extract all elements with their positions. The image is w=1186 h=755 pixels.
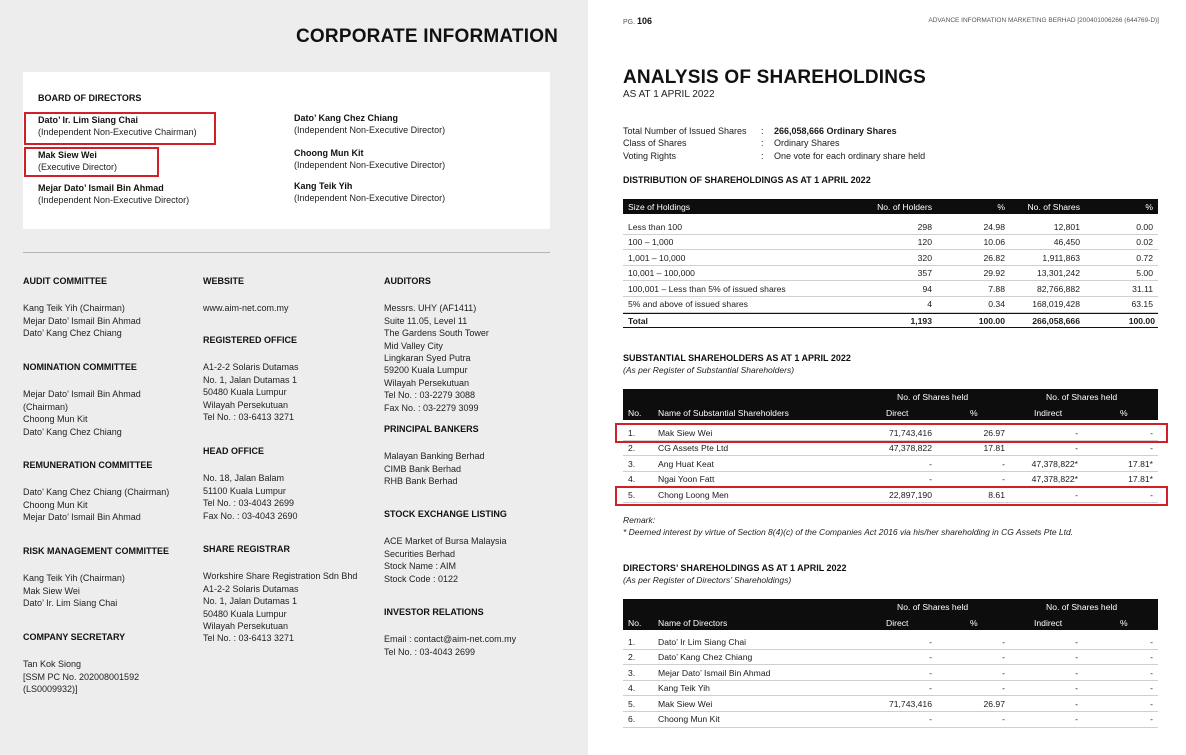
principal-bankers: PRINCIPAL BANKERS Malayan Banking Berhad CIMB Bank Berhad RHB Bank Berhad — [384, 424, 485, 487]
divider — [23, 252, 550, 253]
head-office: HEAD OFFICE No. 18, Jalan Balam 51100 Kuala Lumpur Tel No. : 03-4043 2699 Fax No. : 03-4043 2690 — [203, 446, 298, 521]
board-heading: BOARD OF DIRECTORS — [38, 93, 142, 103]
table-row: 10,001 – 100,000 357 29.92 13,301,242 5.00 — [623, 266, 1158, 282]
share-registrar: SHARE REGISTRAR Workshire Share Registration Sdn Bhd A1-2-2 Solaris Dutamas No. 1, Jalan Dutamas 1 50480 Kuala Lumpur Wilayah Persekutuan Tel No. : 03-6413 3271 — [203, 544, 358, 644]
stock-exchange-listing: STOCK EXCHANGE LISTING ACE Market of Bursa Malaysia Securities Berhad Stock Name : AIM Stock Code : 0122 — [384, 509, 507, 584]
table-row: 4. Kang Teik Yih - - - - — [623, 681, 1158, 697]
table-row: 4. Ngai Yoon Fatt - - 47,378,822* 17.81* — [623, 472, 1158, 488]
table-header: No. of Shares held No. of Shares held No. Name of Substantial Shareholders Direct % Indirect % — [623, 389, 1158, 420]
page-title: ANALYSIS OF SHAREHOLDINGS — [623, 67, 927, 88]
directors-table — [623, 599, 1158, 728]
table-row: 2. CG Assets Pte Ltd 47,378,822 17.81 - - — [623, 441, 1158, 457]
website-link[interactable]: www.aim-net.com.my — [203, 303, 289, 314]
nomination-committee: NOMINATION COMMITTEE Mejar Dato’ Ismail Bin Ahmad (Chairman) Choong Mun Kit Dato’ Kang Chez Chiang — [23, 362, 141, 437]
highlight-box — [615, 423, 1168, 443]
highlight-box — [24, 112, 216, 145]
page-number: PG. 106 — [623, 16, 653, 26]
risk-management-committee: RISK MANAGEMENT COMMITTEE Kang Teik Yih (Chairman) Mak Siew Wei Dato’ Ir. Lim Siang Chai — [23, 546, 169, 609]
substantial-note: (As per Register of Substantial Shareholders) — [623, 365, 795, 375]
highlight-box — [615, 486, 1168, 506]
highlight-box — [24, 147, 159, 177]
table-row: 100 – 1,000 120 10.06 46,450 0.02 — [623, 235, 1158, 251]
audit-committee: AUDIT COMMITTEE Kang Teik Yih (Chairman) Mejar Dato’ Ismail Bin Ahmad Dato’ Kang Chez Chiang — [23, 276, 141, 339]
directors-note: (As per Register of Directors’ Shareholdings) — [623, 575, 792, 585]
distribution-title: DISTRIBUTION OF SHAREHOLDINGS AS AT 1 APRIL 2022 — [623, 175, 871, 185]
remuneration-committee: REMUNERATION COMMITTEE Dato’ Kang Chez Chiang (Chairman) Choong Mun Kit Mejar Dato’ Ismail Bin Ahmad — [23, 460, 170, 523]
table-header: Size of Holdings No. of Holders % No. of Shares % — [623, 199, 1158, 214]
table-row: 1. Dato’ Ir Lim Siang Chai - - - - — [623, 634, 1158, 650]
substantial-title: SUBSTANTIAL SHAREHOLDERS AS AT 1 APRIL 2022 — [623, 353, 851, 363]
director-entry: Mejar Dato’ Ismail Bin Ahmad (Independent Non-Executive Director) — [38, 183, 190, 205]
analysis-of-shareholdings-page: PG. 106 ADVANCE INFORMATION MARKETING BERHAD [200401006266 (644769-D)] ANALYSIS OF SHAREHOLDINGS AS AT 1 APRIL 2022 Total Number of Issued Shares : 266,058,666 Ordinary Shares Class of Shares : Ordinary Shares Voting Rights : One vote for each ordinary share held DISTRIBUTION OF SHAREHOLDINGS AS AT 1 APRIL 2022 Size of Holdings No. of Holders % No. of Shares % Less than 100 298 24.98 12,801 0.00 100 – 1,000 120 10.06 46,450 0.02 1,001 – 10,000 320 26.82 1,911,863 0.72 10,001 – 100,000 357 29.92 13,301,242 5.00 100,001 – Less than 5% of issued shares 94 7.88 82,766,882 31.11 5% and above of issued shares 4 0.34 168,019,428 63.15 Total 1,193 100.00 266,058,666 100.00 SUBSTANTIAL SHAREHOLDERS AS AT 1 APRIL 2022 (As per Register of Substantial Shareholders) No. of Shares held No. of Shares held No. Name of Substantial Shareholders Direct % Indirect % 1. Mak Siew Wei 71,743,416 26.97 - - 2. CG Assets Pte Ltd 47,378,822 17.81 - - 3. Ang Huat Keat - - 47,378,822* 17.81* 4. Ngai Yoon Fatt - - 47,378,822* 17.81* 5. Chong Loong Men 22,897,190 8.61 - - Remark: * Deemed interest by virtue of Section 8(4)(c) of the Companies Act 2016 via his/her shareholding in CG Assets Pte Ltd. DIRECTORS’ SHAREHOLDINGS AS AT 1 APRIL 2022 (As per Register of Directors’ Shareholdings) No. of Shares held No. of Shares held No. Name of Directors Direct % Indirect % 1. Dato’ Ir Lim Siang Chai - - - - 2. Dato’ Kang Chez Chiang - - - - 3. Mejar Dato’ Ismail Bin Ahmad - - - - 4. Kang Teik Yih - - - - 5. Mak Siew Wei 71,743,416 26.97 - - 6. Choong Mun Kit - - - - — [588, 0, 1186, 755]
company-secretary: COMPANY SECRETARY Tan Kok Siong [SSM PC No. 202008001592 (LS0009932)] — [23, 632, 140, 695]
directors-title: DIRECTORS’ SHAREHOLDINGS AS AT 1 APRIL 2022 — [623, 563, 847, 573]
director-entry: Dato’ Kang Chez Chiang (Independent Non-Executive Director) — [294, 113, 446, 135]
corporate-information-page — [0, 0, 588, 755]
table-row: 5. Mak Siew Wei 71,743,416 26.97 - - — [623, 696, 1158, 712]
table-row: 5. Chong Loong Men 22,897,190 8.61 - - — [623, 487, 1158, 503]
table-row: 100,001 – Less than 5% of issued shares 94 7.88 82,766,882 31.11 — [623, 281, 1158, 297]
table-header: No. of Shares held No. of Shares held No. Name of Directors Direct % Indirect % — [623, 599, 1158, 630]
table-row: Less than 100 298 24.98 12,801 0.00 — [623, 219, 1158, 235]
distribution-table — [623, 199, 1158, 328]
director-entry: Choong Mun Kit (Independent Non-Executive Director) — [294, 148, 446, 170]
registered-office: REGISTERED OFFICE A1-2-2 Solaris Dutamas No. 1, Jalan Dutamas 1 50480 Kuala Lumpur Wilayah Persekutuan Tel No. : 03-6413 3271 — [203, 335, 299, 423]
remark: Remark: * Deemed interest by virtue of Section 8(4)(c) of the Companies Act 2016 via his/her shareholding in CG Assets Pte Ltd. — [623, 515, 1074, 537]
page-title: CORPORATE INFORMATION — [296, 26, 559, 47]
table-row: 6. Choong Mun Kit - - - - — [623, 712, 1158, 728]
director-entry: Dato’ Ir. Lim Siang Chai (Independent Non-Executive Chairman) — [38, 115, 197, 137]
investor-relations: INVESTOR RELATIONS Email : contact@aim-net.com.my Tel No. : 03-4043 2699 — [384, 607, 517, 657]
table-row: 1,001 – 10,000 320 26.82 1,911,863 0.72 — [623, 250, 1158, 266]
company-header: ADVANCE INFORMATION MARKETING BERHAD [200401006266 (644769-D)] — [928, 17, 1159, 24]
director-entry: Mak Siew Wei (Executive Director) — [38, 150, 118, 172]
auditors-section: AUDITORS Messrs. UHY (AF1411) Suite 11.05, Level 11 The Gardens South Tower Mid Valley City Lingkaran Syed Putra 59200 Kuala Lumpur Wilayah Persekutuan Tel No. : 03-2279 3088 Fax No. : 03-2279 3099 — [384, 276, 489, 413]
table-row: 5% and above of issued shares 4 0.34 168,019,428 63.15 — [623, 297, 1158, 313]
page-subtitle: AS AT 1 APRIL 2022 — [623, 89, 715, 100]
table-total-row: Total 1,193 100.00 266,058,666 100.00 — [623, 313, 1158, 329]
director-entry: Kang Teik Yih (Independent Non-Executive Director) — [294, 181, 446, 203]
table-row: 2. Dato’ Kang Chez Chiang - - - - — [623, 650, 1158, 666]
table-row: 3. Mejar Dato’ Ismail Bin Ahmad - - - - — [623, 665, 1158, 681]
table-row: 3. Ang Huat Keat - - 47,378,822* 17.81* — [623, 456, 1158, 472]
table-row: 1. Mak Siew Wei 71,743,416 26.97 - - — [623, 425, 1158, 441]
website-section: WEBSITE www.aim-net.com.my — [203, 276, 289, 314]
email-link[interactable]: Email : contact@aim-net.com.my — [384, 634, 517, 645]
